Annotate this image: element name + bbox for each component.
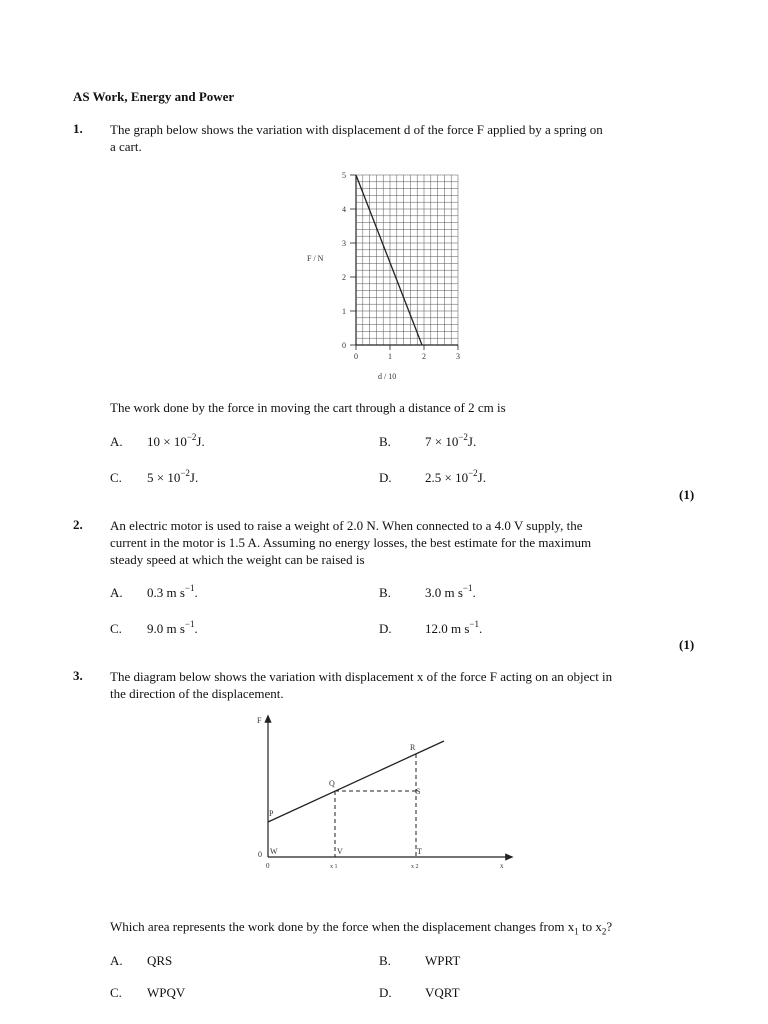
q1-y-tick-label: 1 bbox=[342, 307, 346, 316]
question-3-force-displacement-diagram bbox=[250, 710, 520, 875]
q1-x-tick-label: 0 bbox=[354, 352, 358, 361]
question-3-text-line-2: the direction of the displacement. bbox=[110, 686, 284, 701]
question-2-text bbox=[110, 517, 680, 568]
q1-x-axis-label: d / 10 bbox=[378, 372, 397, 381]
q1-option-d-base: 2.5 × 10 bbox=[425, 470, 469, 485]
q2-option-a-unit: . bbox=[194, 585, 198, 600]
q1-option-c-unit: J. bbox=[189, 470, 199, 485]
q2-option-d-value[interactable] bbox=[425, 618, 483, 637]
q3-label-w: W bbox=[270, 847, 278, 856]
q3-option-d-value[interactable]: VQRT bbox=[425, 985, 460, 1000]
question-2-text-line-1: An electric motor is used to raise a weight of 2.0 N. When connected to a 4.0 V supply, the bbox=[110, 518, 583, 533]
q1-marks: (1) bbox=[679, 487, 695, 502]
q1-y-tick-labels bbox=[342, 171, 356, 350]
q1-option-b-base: 7 × 10 bbox=[425, 434, 459, 449]
q2-option-c-value[interactable] bbox=[147, 618, 198, 637]
q1-option-a-unit: J. bbox=[196, 434, 205, 449]
q2-option-c-unit: . bbox=[194, 621, 198, 636]
q2-option-a-base: 0.3 m s bbox=[147, 585, 185, 600]
q3-label-origin: 0 bbox=[258, 850, 262, 859]
q1-y-axis-label: F / N bbox=[307, 254, 324, 263]
page-title: AS Work, Energy and Power bbox=[73, 89, 235, 104]
q1-x-tick-label: 3 bbox=[456, 352, 460, 361]
q1-option-c-base: 5 × 10 bbox=[147, 470, 181, 485]
q3-label-q: Q bbox=[329, 779, 335, 788]
q2-option-c-base: 9.0 m s bbox=[147, 621, 185, 636]
q3-label-t: T bbox=[417, 847, 422, 856]
q1-force-line bbox=[356, 175, 422, 345]
q3-label-s: S bbox=[416, 787, 421, 796]
q2-option-d-base: 12.0 m s bbox=[425, 621, 470, 636]
q2-option-b-unit: . bbox=[472, 585, 476, 600]
q1-option-d-letter[interactable]: D. bbox=[379, 470, 392, 485]
q1-x-tick-label: 2 bbox=[422, 352, 426, 361]
q3-option-a-letter[interactable]: A. bbox=[110, 953, 123, 968]
q1-option-a-value[interactable] bbox=[147, 431, 205, 450]
q3-option-d-letter[interactable]: D. bbox=[379, 985, 392, 1000]
q1-option-b-exp: −2 bbox=[458, 431, 468, 442]
q3-force-line bbox=[268, 741, 444, 822]
q2-option-d-letter[interactable]: D. bbox=[379, 621, 392, 636]
q2-option-b-letter[interactable]: B. bbox=[379, 585, 391, 600]
q1-y-tick-label: 5 bbox=[342, 171, 346, 180]
q2-option-c-exp: −1 bbox=[184, 618, 195, 629]
q3-prompt-sub-1: 1 bbox=[574, 926, 579, 937]
q3-label-x1: x 1 bbox=[330, 864, 338, 870]
q1-option-c-exp: −2 bbox=[180, 467, 190, 478]
q3-prompt-post: ? bbox=[606, 919, 613, 934]
q2-option-b-base: 3.0 m s bbox=[425, 585, 463, 600]
q1-option-b-unit: J. bbox=[467, 434, 477, 449]
q3-option-a-value[interactable]: QRS bbox=[147, 953, 173, 968]
question-3-number: 3. bbox=[73, 668, 83, 683]
q3-label-f: F bbox=[257, 716, 262, 725]
q1-x-tick-labels bbox=[354, 345, 460, 361]
q3-prompt-mid: to x bbox=[578, 919, 602, 934]
q3-label-r: R bbox=[410, 743, 416, 752]
q1-option-c-value[interactable] bbox=[147, 467, 199, 486]
q1-option-d-value[interactable] bbox=[425, 467, 486, 486]
q1-option-a-exp: −2 bbox=[186, 431, 197, 442]
q2-option-d-unit: . bbox=[479, 621, 483, 636]
question-1-number: 1. bbox=[73, 121, 83, 136]
q3-option-b-letter[interactable]: B. bbox=[379, 953, 391, 968]
q1-option-a-letter[interactable]: A. bbox=[110, 434, 123, 449]
question-2-text-line-3: steady speed at which the weight can be raised is bbox=[110, 552, 365, 567]
q3-option-c-value[interactable]: WPQV bbox=[147, 985, 186, 1000]
question-3-prompt bbox=[110, 918, 612, 935]
question-1-force-displacement-graph bbox=[300, 165, 470, 385]
q1-option-d-unit: J. bbox=[477, 470, 486, 485]
q1-option-b-value[interactable] bbox=[425, 431, 477, 450]
q2-marks: (1) bbox=[679, 637, 695, 652]
q3-prompt-pre: Which area represents the work done by the force when the displacement changes from x bbox=[110, 919, 575, 934]
question-1-text-line-1: The graph below shows the variation with displacement d of the force F applied by a spring on bbox=[110, 122, 603, 137]
q1-y-tick-label: 2 bbox=[342, 273, 346, 282]
question-1-text bbox=[110, 121, 670, 155]
question-1-text-line-2: a cart. bbox=[110, 139, 142, 154]
q2-option-a-exp: −1 bbox=[184, 582, 195, 593]
q1-y-tick-label: 3 bbox=[342, 239, 346, 248]
question-3-text bbox=[110, 668, 680, 702]
q3-label-v: V bbox=[337, 847, 343, 856]
q1-option-a-base: 10 × 10 bbox=[147, 434, 187, 449]
q2-option-b-value[interactable] bbox=[425, 582, 476, 601]
q2-option-d-exp: −1 bbox=[469, 618, 479, 629]
q1-x-tick-label: 1 bbox=[388, 352, 392, 361]
q1-grid bbox=[356, 175, 458, 345]
question-2-text-line-2: current in the motor is 1.5 A. Assuming no energy losses, the best estimate for the maximum bbox=[110, 535, 592, 550]
q2-option-b-exp: −1 bbox=[462, 582, 473, 593]
question-2-number: 2. bbox=[73, 517, 83, 532]
q3-prompt-sub-2: 2 bbox=[601, 926, 607, 937]
q1-option-d-exp: −2 bbox=[468, 467, 478, 478]
q1-option-c-letter[interactable]: C. bbox=[110, 470, 122, 485]
q2-option-a-letter[interactable]: A. bbox=[110, 585, 123, 600]
q2-option-a-value[interactable] bbox=[147, 582, 198, 601]
q3-label-x2: x 2 bbox=[411, 864, 419, 870]
q3-label-p: P bbox=[269, 809, 274, 818]
q1-option-b-letter[interactable]: B. bbox=[379, 434, 391, 449]
q1-y-tick-label: 4 bbox=[342, 205, 346, 214]
q1-y-tick-label: 0 bbox=[342, 341, 346, 350]
q3-option-b-value[interactable]: WPRT bbox=[425, 953, 461, 968]
question-1-prompt: The work done by the force in moving the cart through a distance of 2 cm is bbox=[110, 400, 506, 415]
q2-option-c-letter[interactable]: C. bbox=[110, 621, 122, 636]
question-3-text-line-1: The diagram below shows the variation with displacement x of the force F acting on an object in bbox=[110, 669, 613, 684]
q3-option-c-letter[interactable]: C. bbox=[110, 985, 122, 1000]
q3-label-origin-2: 0 bbox=[266, 862, 270, 870]
q3-label-x: x bbox=[500, 862, 504, 870]
